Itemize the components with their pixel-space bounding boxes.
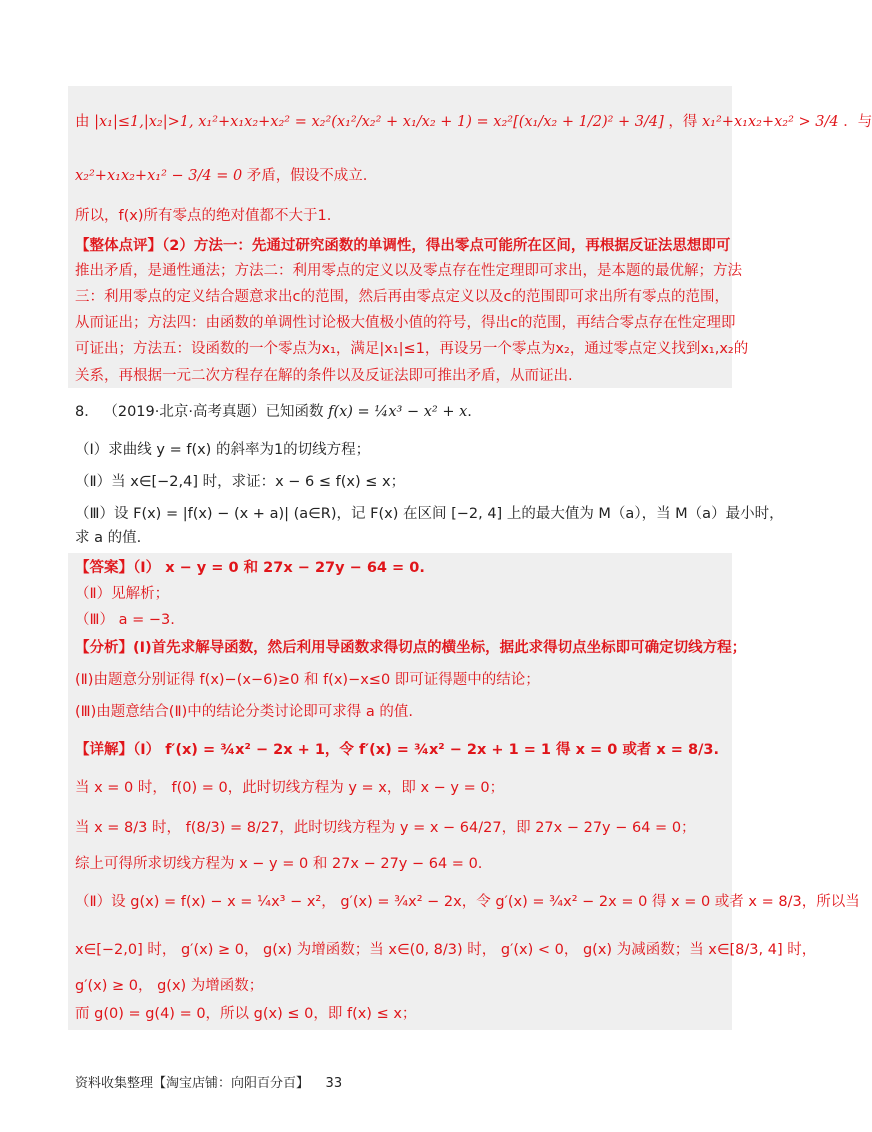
detail-line-2: 当 x = 0 时， f(0) = 0，此时切线方程为 y = x，即 x − y = 0； [75, 780, 505, 796]
review-line-6: 关系，再根据一元二次方程存在解的条件以及反证法即可推出矛盾，从而证出. [75, 368, 573, 384]
problem-number: 8． [75, 404, 99, 420]
proof-line-2: x₂²+x₁x₂+x₁² − 3/4 = 0 矛盾，假设不成立. [75, 168, 368, 184]
review-line-1: 【整体点评】（2）方法一：先通过研究函数的单调性，得出零点可能所在区间，再根据反证法思想即可 [75, 238, 731, 254]
detail-line-1: 【详解】（Ⅰ） f′(x) = ¾x² − 2x + 1，令 f′(x) = ¾x² − 2x + 1 = 1 得 x = 0 或者 x = 8/3. [75, 742, 719, 758]
answer-line-1: 【答案】（Ⅰ） x − y = 0 和 27x − 27y − 64 = 0. [75, 560, 425, 576]
page-footer [75, 1072, 342, 1091]
proof-inequality: x₁²+x₁x₂+x₂² > 3/4 [702, 114, 839, 130]
proof-formula-2: x₂²+x₁x₂+x₁² − 3/4 = 0 [75, 168, 243, 184]
detail-line-6: x∈[−2,0] 时， g′(x) ≥ 0， g(x) 为增函数；当 x∈(0, 8/3) 时， g′(x) < 0， g(x) 为减函数；当 x∈[8/3, 4] 时， [75, 942, 817, 958]
detail-line-8: 而 g(0) = g(4) = 0，所以 g(x) ≤ 0，即 f(x) ≤ x； [75, 1006, 417, 1022]
page-number: 33 [325, 1076, 343, 1091]
problem-part-1: （Ⅰ）求曲线 y = f(x) 的斜率为1的切线方程； [75, 442, 371, 458]
problem-source: （2019·北京·高考真题）已知函数 [103, 404, 324, 420]
analysis-line-1: 【分析】(Ⅰ)首先求解导函数，然后利用导函数求得切点的横坐标，据此求得切点坐标即可确定切线方程； [75, 640, 747, 656]
review-line-3: 三：利用零点的定义结合题意求出c的范围，然后再由零点定义以及c的范围即可求出所有零点的范围， [75, 289, 729, 305]
answer-line-2: （Ⅱ）见解析； [75, 586, 170, 602]
detail-line-3: 当 x = 8/3 时， f(8/3) = 8/27，此时切线方程为 y = x − 64/27，即 27x − 27y − 64 = 0； [75, 820, 696, 836]
proof-formula-1: |x₁|≤1,|x₂|>1, x₁²+x₁x₂+x₂² = x₂²(x₁²/x₂² + x₁/x₂ + 1) = x₂²[(x₁/x₂ + 1/2)² + 3/4] [94, 114, 664, 130]
detail-line-4: 综上可得所求切线方程为 x − y = 0 和 27x − 27y − 64 = 0. [75, 856, 483, 872]
detail-line-5: （Ⅱ）设 g(x) = f(x) − x = ¼x³ − x²， g′(x) = ¾x² − 2x，令 g′(x) = ¾x² − 2x = 0 得 x = 0 或者 x = 8/3，所以当 [75, 894, 860, 910]
footer-text: 资料收集整理【淘宝店铺：向阳百分百】 [75, 1076, 310, 1091]
proof-conclusion: 所以，f(x)所有零点的绝对值都不大于1. [75, 208, 332, 224]
problem-part-2: （Ⅱ）当 x∈[−2,4] 时，求证：x − 6 ≤ f(x) ≤ x； [75, 474, 406, 490]
detail-line-7: g′(x) ≥ 0， g(x) 为增函数； [75, 978, 264, 994]
problem-header: 8． （2019·北京·高考真题）已知函数 f(x) = ¼x³ − x² + x. [75, 404, 472, 420]
answer-line-3: （Ⅲ） a = −3. [75, 612, 175, 628]
problem-function: f(x) = ¼x³ − x² + x [328, 404, 468, 420]
review-line-2: 推出矛盾，是通性通法；方法二：利用零点的定义以及零点存在性定理即可求出，是本题的最优解；方法 [75, 263, 742, 279]
review-line-5: 可证出；方法五：设函数的一个零点为x₁，满足|x₁|≤1，再设另一个零点为x₂，通过零点定义找到x₁,x₂的 [75, 341, 749, 357]
analysis-line-3: (Ⅲ)由题意结合(Ⅱ)中的结论分类讨论即可求得 a 的值. [75, 704, 413, 720]
analysis-line-2: (Ⅱ)由题意分别证得 f(x)−(x−6)≥0 和 f(x)−x≤0 即可证得题中的结论； [75, 672, 540, 688]
problem-part-3-cont: 求 a 的值. [75, 530, 142, 546]
problem-part-3: （Ⅲ）设 F(x) = |f(x) − (x + a)| (a∈R)，记 F(x) 在区间 [−2, 4] 上的最大值为 M（a），当 M（a）最小时， [75, 506, 784, 522]
proof-line-1: 由 |x₁|≤1,|x₂|>1, x₁²+x₁x₂+x₂² = x₂²(x₁²/x₂² + x₁/x₂ + 1) = x₂²[(x₁/x₂ + 1/2)² + 3/4] ，得 x₁²+x₁x₂+x₂² > 3/4 ．与 [75, 114, 872, 130]
review-line-4: 从而证出；方法四：由函数的单调性讨论极大值极小值的符号，得出c的范围，再结合零点存在性定理即 [75, 315, 736, 331]
